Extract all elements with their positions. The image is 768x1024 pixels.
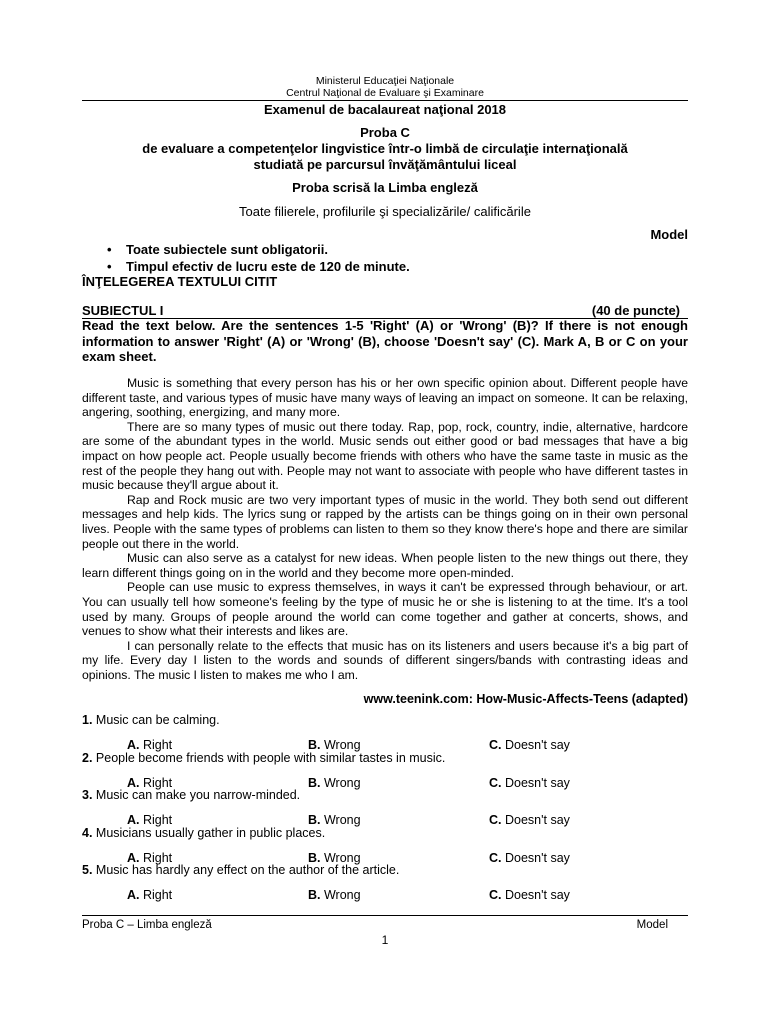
question-item — [82, 713, 688, 751]
footer — [82, 919, 688, 931]
written-exam-title: Proba scrisă la Limba engleză — [292, 180, 478, 195]
question-number: 4. — [82, 825, 93, 840]
ministry-name: Ministerul Educaţiei Naţionale — [315, 75, 455, 87]
answer-options — [82, 887, 688, 903]
question-item — [82, 751, 688, 789]
question-number: 2. — [82, 750, 93, 765]
rules-list — [82, 241, 688, 275]
paragraph: There are so many types of music out there today. Rap, pop, rock, country, indie, alternative, hardcore are some of the abundant types in the world. Music sends out either good or bad messages that have a big impact on how people act. People usually become friends with others who have the same taste in music as the rest of the people they hang out with. People may not want to associate with people who have different tastes in music because they'll argue about it. — [82, 419, 688, 493]
option-b: B. Wrong — [308, 850, 361, 865]
option-c: C. Doesn't say — [489, 850, 570, 865]
instructions: Read the text below. Are the sentences 1-5 'Right' (A) or 'Wrong' (B)? If there is not enough information to answer 'Right' (A) or 'Wrong' (B), choose 'Doesn't say' (C). Mark A, B or C on your exam sheet. — [82, 318, 688, 364]
paragraph: I can personally relate to the effects that music has on its listeners and users because it's a big part of my life. Every day I listen to the words and sounds of different singers/bands with contrasting ideas and opinions. The music I listen to makes me who I am. — [82, 638, 688, 682]
paragraph: Rap and Rock music are two very important types of music in the world. They both send out different messages and help kids. The lyrics sung or rapped by the artists can be things going on in their own personal lives. People with the same types of problems can listen to them so they know there's hope and there are similar people out there in the world. — [82, 492, 688, 551]
rule-item: • Timpul efectiv de lucru este de 120 de minute. — [107, 259, 410, 274]
question-text: Music can be calming. — [92, 713, 220, 727]
option-a: A. Right — [127, 775, 173, 790]
header-divider — [82, 100, 688, 101]
source-citation: www.teenink.com: How-Music-Affects-Teens (adapted) — [363, 692, 688, 706]
proba-description-line2: studiată pe parcursul învăţământului liceal — [253, 157, 517, 172]
question-text: People become friends with people with similar tastes in music. — [92, 750, 446, 765]
answer-options — [82, 775, 688, 791]
option-a: A. Right — [127, 738, 173, 752]
footer-right: Model — [636, 919, 668, 931]
section-title: ÎNŢELEGEREA TEXTULUI CITIT — [82, 274, 278, 289]
bullet-icon: • — [107, 242, 112, 257]
question-number: 1. — [82, 713, 93, 727]
question-number: 3. — [82, 788, 93, 802]
footer-left: Proba C – Limba engleză — [82, 919, 212, 931]
title-block — [82, 102, 688, 220]
option-b: B. Wrong — [308, 738, 361, 752]
bullet-icon: • — [107, 259, 112, 274]
exam-scope: Toate filierele, profilurile şi specializările/ calificările — [239, 204, 531, 219]
option-b: B. Wrong — [308, 813, 361, 827]
model-label: Model — [650, 227, 688, 242]
question-item — [82, 826, 688, 864]
question-number: 5. — [82, 863, 93, 877]
paragraph: Music is something that every person has his or her own specific opinion about. Different people have different taste, and various types of music have many ways of leaving an impact on someone. It can be relaxing, angering, soothing, energizing, and many more. — [82, 376, 688, 420]
question-text: Musicians usually gather in public places. — [92, 825, 326, 840]
question-list — [82, 713, 688, 901]
rule-item: • Toate subiectele sunt obligatorii. — [107, 242, 329, 257]
option-a: A. Right — [127, 888, 173, 902]
proba-description-line1: de evaluare a competenţelor lingvistice într-o limbă de circulaţie internaţională — [142, 141, 628, 156]
reading-text — [82, 376, 688, 682]
question-text: Music can make you narrow-minded. — [92, 788, 301, 802]
proba-title: Proba C — [360, 125, 410, 140]
exam-page — [82, 0, 688, 1024]
question-text: Music has hardly any effect on the author of the article. — [92, 863, 400, 877]
subject-points: (40 de puncte) — [591, 303, 680, 318]
page-number: 1 — [381, 933, 389, 947]
paragraph: People can use music to express themselves, in ways it can't be expressed through behaviour, or art. You can usually tell how someone's feeling by the type of music he or she is listening to at the time. It's a tool used by many. Groups of people around the world can come together and gather at concerts, shows, and venues to show what their interests and likes are. — [82, 580, 688, 639]
option-c: C. Doesn't say — [489, 813, 570, 827]
subject-name: SUBIECTUL I — [82, 303, 164, 318]
answer-options — [82, 737, 688, 753]
question-item — [82, 788, 688, 826]
center-name: Centrul Naţional de Evaluare şi Examinare — [286, 87, 484, 99]
option-c: C. Doesn't say — [489, 738, 570, 752]
answer-options — [82, 850, 688, 866]
option-c: C. Doesn't say — [489, 775, 570, 790]
option-a: A. Right — [127, 850, 173, 865]
option-c: C. Doesn't say — [489, 888, 570, 902]
option-a: A. Right — [127, 813, 173, 827]
subject-heading — [82, 304, 688, 319]
footer-divider — [82, 915, 688, 916]
exam-title: Examenul de bacalaureat naţional 2018 — [263, 102, 507, 117]
option-b: B. Wrong — [308, 775, 361, 790]
paragraph: Music can also serve as a catalyst for new ideas. When people listen to the new things out there, they learn different things going on in the world and they become more open-minded. — [82, 551, 688, 580]
header — [82, 75, 688, 99]
answer-options — [82, 812, 688, 828]
question-item — [82, 863, 688, 901]
option-b: B. Wrong — [308, 888, 361, 902]
